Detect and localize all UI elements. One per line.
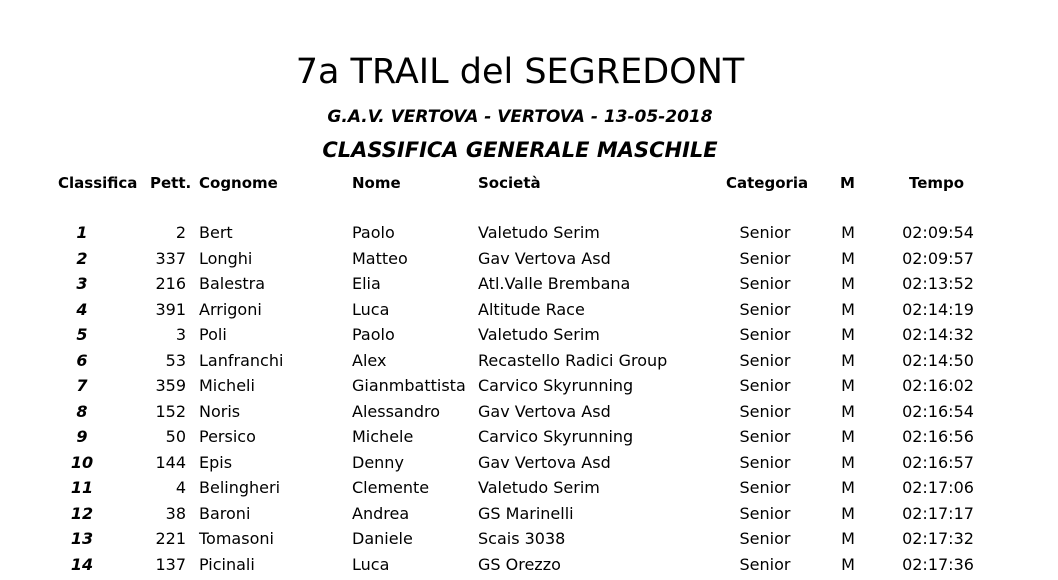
cell-surname: Epis xyxy=(199,452,233,472)
cell-surname: Tomasoni xyxy=(199,529,274,548)
cell-surname: Bert xyxy=(199,223,233,242)
cell-time: 02:17:32 xyxy=(902,529,974,548)
cell-club: Gav Vertova Asd xyxy=(478,248,611,268)
cell-name: Alex xyxy=(352,350,387,370)
column-header-surname: Cognome xyxy=(199,174,278,192)
cell-surname: Lanfranchi xyxy=(199,350,284,370)
table-row xyxy=(0,300,1058,325)
cell-club: Carvico Skyrunning xyxy=(478,376,634,395)
cell-name: Andrea xyxy=(352,503,410,523)
cell-club: Carvico Skyrunning xyxy=(478,427,634,446)
cell-time: 02:17:17 xyxy=(902,503,974,523)
column-header-category: Categoria xyxy=(726,174,809,192)
column-header-rank: Classifica xyxy=(58,174,138,192)
cell-time: 02:16:57 xyxy=(902,452,974,472)
cell-category: Senior xyxy=(739,376,791,395)
cell-category: Senior xyxy=(739,325,791,344)
cell-time: 02:09:57 xyxy=(902,248,974,268)
cell-rank: 3 xyxy=(76,274,88,293)
cell-category: Senior xyxy=(739,223,791,242)
cell-bib: 53 xyxy=(165,350,186,370)
cell-sex: M xyxy=(841,350,855,370)
cell-sex: M xyxy=(841,401,855,421)
cell-time: 02:09:54 xyxy=(902,223,974,242)
table-row xyxy=(0,504,1058,529)
table-row xyxy=(0,223,1058,248)
cell-time: 02:16:54 xyxy=(902,401,974,421)
cell-sex: M xyxy=(841,248,855,268)
cell-name: Michele xyxy=(352,427,414,446)
cell-bib: 137 xyxy=(155,554,186,574)
table-row xyxy=(0,555,1058,580)
cell-surname: Longhi xyxy=(199,248,253,268)
cell-rank: 13 xyxy=(70,529,94,548)
cell-category: Senior xyxy=(739,274,791,293)
cell-club: Altitude Race xyxy=(478,299,585,319)
cell-sex: M xyxy=(841,274,855,293)
cell-club: GS Orezzo xyxy=(478,554,561,574)
cell-club: Gav Vertova Asd xyxy=(478,452,611,472)
cell-category: Senior xyxy=(739,503,791,523)
cell-time: 02:14:19 xyxy=(902,299,974,319)
cell-name: Denny xyxy=(352,452,404,472)
event-subtitle: G.A.V. VERTOVA - VERTOVA - 13-05-2018 xyxy=(327,107,713,127)
cell-name: Paolo xyxy=(352,223,395,242)
cell-club: Recastello Radici Group xyxy=(478,350,668,370)
cell-bib: 144 xyxy=(155,452,186,472)
cell-time: 02:17:36 xyxy=(902,554,974,574)
cell-name: Matteo xyxy=(352,248,408,268)
column-header-bib: Pett. xyxy=(150,174,192,192)
table-row xyxy=(0,427,1058,452)
cell-rank: 11 xyxy=(70,478,94,497)
cell-bib: 216 xyxy=(155,274,186,293)
cell-surname: Poli xyxy=(199,325,227,344)
cell-category: Senior xyxy=(739,401,791,421)
cell-club: Scais 3038 xyxy=(478,529,566,548)
cell-rank: 14 xyxy=(70,554,94,574)
cell-rank: 6 xyxy=(76,350,88,370)
cell-category: Senior xyxy=(739,350,791,370)
cell-sex: M xyxy=(841,325,855,344)
cell-sex: M xyxy=(841,427,855,446)
cell-bib: 3 xyxy=(175,325,186,344)
cell-time: 02:16:56 xyxy=(902,427,974,446)
cell-sex: M xyxy=(841,554,855,574)
cell-rank: 1 xyxy=(76,223,88,242)
cell-sex: M xyxy=(841,376,855,395)
cell-club: GS Marinelli xyxy=(478,503,574,523)
cell-category: Senior xyxy=(739,554,791,574)
cell-name: Luca xyxy=(352,299,390,319)
cell-surname: Baroni xyxy=(199,503,251,523)
cell-rank: 10 xyxy=(70,452,94,472)
table-row xyxy=(0,376,1058,401)
table-row xyxy=(0,274,1058,299)
cell-bib: 38 xyxy=(165,503,186,523)
cell-time: 02:14:50 xyxy=(902,350,974,370)
cell-rank: 2 xyxy=(76,248,88,268)
cell-name: Clemente xyxy=(352,478,430,497)
cell-sex: M xyxy=(841,452,855,472)
table-row xyxy=(0,529,1058,554)
cell-club: Valetudo Serim xyxy=(478,325,600,344)
cell-sex: M xyxy=(841,299,855,319)
cell-surname: Belingheri xyxy=(199,478,281,497)
cell-time: 02:14:32 xyxy=(902,325,974,344)
table-row xyxy=(0,453,1058,478)
cell-bib: 391 xyxy=(155,299,186,319)
cell-category: Senior xyxy=(739,248,791,268)
cell-time: 02:16:02 xyxy=(902,376,974,395)
table-row xyxy=(0,325,1058,350)
cell-category: Senior xyxy=(739,427,791,446)
column-header-sex: M xyxy=(840,174,855,192)
cell-club: Valetudo Serim xyxy=(478,223,600,242)
cell-rank: 9 xyxy=(76,427,88,446)
cell-sex: M xyxy=(841,529,855,548)
cell-rank: 7 xyxy=(76,376,88,395)
cell-name: Daniele xyxy=(352,529,413,548)
cell-name: Alessandro xyxy=(352,401,441,421)
cell-surname: Noris xyxy=(199,401,241,421)
column-header-club: Società xyxy=(478,174,541,192)
table-row xyxy=(0,402,1058,427)
cell-surname: Micheli xyxy=(199,376,255,395)
cell-bib: 359 xyxy=(155,376,186,395)
cell-bib: 221 xyxy=(155,529,186,548)
cell-category: Senior xyxy=(739,299,791,319)
cell-time: 02:13:52 xyxy=(902,274,974,293)
cell-rank: 8 xyxy=(76,401,88,421)
cell-category: Senior xyxy=(739,452,791,472)
table-row xyxy=(0,351,1058,376)
cell-category: Senior xyxy=(739,529,791,548)
table-row xyxy=(0,249,1058,274)
ranking-section-title: CLASSIFICA GENERALE MASCHILE xyxy=(322,138,718,162)
cell-bib: 2 xyxy=(175,223,186,242)
cell-surname: Arrigoni xyxy=(199,299,262,319)
cell-name: Elia xyxy=(352,274,381,293)
table-row xyxy=(0,478,1058,503)
cell-sex: M xyxy=(841,478,855,497)
column-header-name: Nome xyxy=(352,174,401,192)
cell-bib: 152 xyxy=(155,401,186,421)
cell-surname: Persico xyxy=(199,427,256,446)
cell-rank: 12 xyxy=(70,503,94,523)
cell-name: Luca xyxy=(352,554,390,574)
cell-club: Gav Vertova Asd xyxy=(478,401,611,421)
column-header-time: Tempo xyxy=(909,174,965,192)
cell-surname: Picinali xyxy=(199,554,255,574)
cell-bib: 337 xyxy=(155,248,186,268)
cell-bib: 50 xyxy=(165,427,186,446)
cell-category: Senior xyxy=(739,478,791,497)
cell-club: Valetudo Serim xyxy=(478,478,600,497)
cell-surname: Balestra xyxy=(199,274,266,293)
cell-rank: 4 xyxy=(76,299,88,319)
cell-name: Gianmbattista xyxy=(352,376,466,395)
cell-bib: 4 xyxy=(175,478,186,497)
cell-sex: M xyxy=(841,503,855,523)
cell-name: Paolo xyxy=(352,325,395,344)
cell-club: Atl.Valle Brembana xyxy=(478,274,631,293)
cell-sex: M xyxy=(841,223,855,242)
document-title: 7a TRAIL del SEGREDONT xyxy=(295,52,745,92)
cell-time: 02:17:06 xyxy=(902,478,974,497)
cell-rank: 5 xyxy=(76,325,88,344)
